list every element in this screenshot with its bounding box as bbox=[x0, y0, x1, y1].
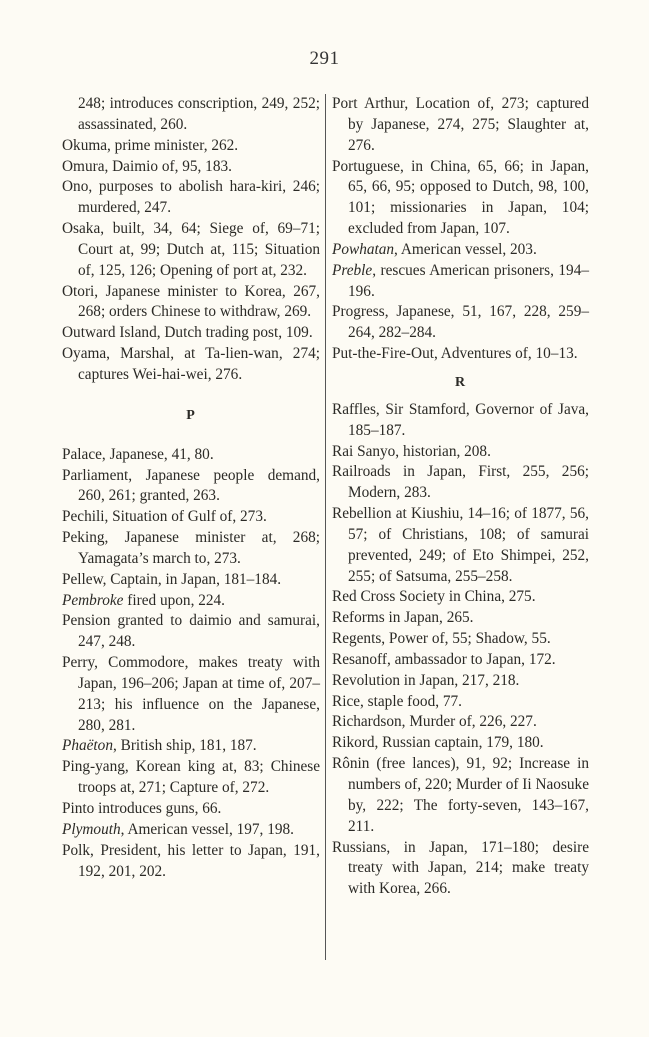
entry-text: Pension granted to daimio and samurai, 247, 248. bbox=[62, 612, 320, 651]
index-entry bbox=[332, 240, 589, 261]
index-entry bbox=[62, 841, 320, 883]
entry-text: , American vessel, 197, 198. bbox=[120, 820, 294, 838]
index-entry bbox=[332, 838, 589, 901]
index-entry bbox=[332, 587, 589, 608]
index-entry bbox=[332, 629, 589, 650]
index-entry bbox=[62, 157, 320, 178]
index-entry bbox=[332, 671, 589, 692]
index-entry bbox=[332, 261, 589, 303]
index-entry bbox=[332, 344, 589, 365]
entries-r bbox=[332, 400, 589, 900]
index-entry bbox=[62, 219, 320, 282]
entry-text: Rikord, Russian captain, 179, 180. bbox=[332, 734, 544, 752]
index-entry bbox=[332, 462, 589, 504]
entry-text: Polk, President, his letter to Japan, 191, 192, 201, 202. bbox=[62, 841, 320, 880]
entry-text: Portuguese, in China, 65, 66; in Japan, 65, 66, 95; opposed to Dutch, 98, 100, 101; missionaries in Japan, 104; excluded from Japan, 107. bbox=[332, 157, 589, 238]
entry-text: Pechili, Situation of Gulf of, 273. bbox=[62, 508, 267, 526]
entry-text: Russians, in Japan, 171–180; desire treaty with Japan, 214; make treaty with Korea, 266. bbox=[332, 838, 589, 898]
entry-text: Ping-yang, Korean king at, 83; Chinese troops at, 271; Capture of, 272. bbox=[62, 758, 320, 797]
index-entry bbox=[62, 282, 320, 324]
entry-text: Palace, Japanese, 41, 80. bbox=[62, 445, 214, 463]
entry-text: Okuma, prime minister, 262. bbox=[62, 136, 239, 154]
index-entry bbox=[62, 136, 320, 157]
right-column bbox=[332, 94, 589, 900]
index-entry bbox=[332, 157, 589, 240]
entry-text: , American vessel, 203. bbox=[394, 240, 537, 258]
entry-text: Richardson, Murder of, 226, 227. bbox=[332, 713, 537, 731]
entry-text: Rebellion at Kiushiu, 14–16; of 1877, 56, 57; of Christians, 108; of samurai prevented, 249; of Eto Shimpei, 252, 255; of Satsuma, 255–258. bbox=[332, 505, 589, 585]
entry-text: Progress, Japanese, 51, 167, 228, 259–264, 282–284. bbox=[332, 303, 589, 342]
entry-text: Rônin (free lances), 91, 92; Increase in numbers of, 220; Murder of Ii Naosuke by, 222; The forty-seven, 143–167, 211. bbox=[332, 755, 589, 835]
entry-text: Railroads in Japan, First, 255, 256; Modern, 283. bbox=[332, 463, 589, 502]
index-entry bbox=[62, 820, 320, 841]
entry-italic-head: Preble bbox=[332, 261, 373, 279]
entry-text: Raffles, Sir Stamford, Governor of Java, 185–187. bbox=[332, 400, 589, 439]
entry-italic-head: Pembroke bbox=[62, 591, 124, 609]
entry-text: Red Cross Society in China, 275. bbox=[332, 588, 536, 606]
index-entry bbox=[62, 799, 320, 820]
index-entry bbox=[62, 507, 320, 528]
index-entry bbox=[332, 94, 589, 157]
entry-text: Revolution in Japan, 217, 218. bbox=[332, 671, 520, 689]
entry-text: Parliament, Japanese people demand, 260, 261; granted, 263. bbox=[62, 466, 320, 505]
entry-text: Osaka, built, 34, 64; Siege of, 69–71; Court at, 99; Dutch at, 115; Situation of, 125, 126; Opening of port at, 232. bbox=[62, 220, 320, 279]
index-entry bbox=[332, 692, 589, 713]
entry-text: Pinto introduces guns, 66. bbox=[62, 800, 222, 817]
index-entry bbox=[332, 712, 589, 733]
entry-text: Port Arthur, Location of, 273; captured by Japanese, 274, 275; Slaughter at, 276. bbox=[332, 95, 589, 154]
entry-text: , British ship, 181, 187. bbox=[112, 737, 257, 755]
section-letter-p: P bbox=[186, 407, 196, 423]
entry-text: Resanoff, ambassador to Japan, 172. bbox=[332, 650, 556, 668]
index-entry bbox=[62, 591, 320, 612]
section-letter-r: R bbox=[454, 374, 467, 390]
entry-text: Ono, purposes to abolish hara-kiri, 246; murdered, 247. bbox=[62, 178, 320, 217]
index-entry bbox=[332, 733, 589, 754]
entry-text: fired upon, 224. bbox=[123, 591, 225, 609]
entries-port-put bbox=[332, 94, 589, 365]
page-number: 291 bbox=[309, 48, 340, 69]
entries-o bbox=[62, 94, 320, 386]
entry-text: 248; introduces conscription, 249, 252; assassinated, 260. bbox=[78, 95, 320, 133]
index-entry bbox=[332, 754, 589, 837]
index-entry bbox=[332, 302, 589, 344]
entry-text: Reforms in Japan, 265. bbox=[332, 609, 474, 627]
entry-text: , rescues American prisoners, 194–196. bbox=[348, 261, 589, 300]
index-entry bbox=[62, 611, 320, 653]
index-entry bbox=[62, 445, 320, 466]
index-entry bbox=[62, 528, 320, 570]
entry-text: Peking, Japanese minister at, 268; Yamagata’s march to, 273. bbox=[62, 529, 320, 567]
entry-text: Rice, staple food, 77. bbox=[332, 692, 462, 710]
entry-text: Perry, Commodore, makes treaty with Japan, 196–206; Japan at time of, 207–213; his influence on the Japanese, 280, 281. bbox=[62, 654, 320, 734]
entry-text: Otori, Japanese minister to Korea, 267, 268; orders Chinese to withdraw, 269. bbox=[62, 282, 320, 321]
index-entry bbox=[62, 177, 320, 219]
index-entry bbox=[62, 344, 320, 386]
index-entry bbox=[62, 736, 320, 757]
index-entry bbox=[62, 323, 320, 344]
entry-text: Oyama, Marshal, at Ta-lien-wan, 274; captures Wei-hai-wei, 276. bbox=[62, 345, 320, 383]
entry-italic-head: Powhatan bbox=[332, 240, 395, 258]
index-entry bbox=[332, 608, 589, 629]
entry-text: Put-the-Fire-Out, Adventures of, 10–13. bbox=[332, 345, 578, 363]
entry-text: Pellew, Captain, in Japan, 181–184. bbox=[62, 570, 282, 588]
index-entry bbox=[332, 650, 589, 671]
index-entry bbox=[62, 757, 320, 799]
index-entry bbox=[332, 400, 589, 442]
entry-italic-head: Plymouth bbox=[62, 820, 121, 838]
index-entry bbox=[332, 442, 589, 463]
index-entry bbox=[332, 504, 589, 587]
index-entry bbox=[62, 570, 320, 591]
entry-text: Omura, Daimio of, 95, 183. bbox=[62, 157, 232, 175]
entries-p bbox=[62, 445, 320, 883]
entry-text: Regents, Power of, 55; Shadow, 55. bbox=[332, 630, 551, 648]
left-column bbox=[62, 94, 320, 882]
column-divider bbox=[325, 94, 326, 960]
index-entry bbox=[62, 466, 320, 508]
entry-italic-head: Phaëton bbox=[62, 737, 113, 755]
index-entry bbox=[62, 94, 320, 136]
entry-text: Rai Sanyo, historian, 208. bbox=[332, 442, 491, 460]
index-entry bbox=[62, 653, 320, 736]
entry-text: Outward Island, Dutch trading post, 109. bbox=[62, 324, 313, 342]
